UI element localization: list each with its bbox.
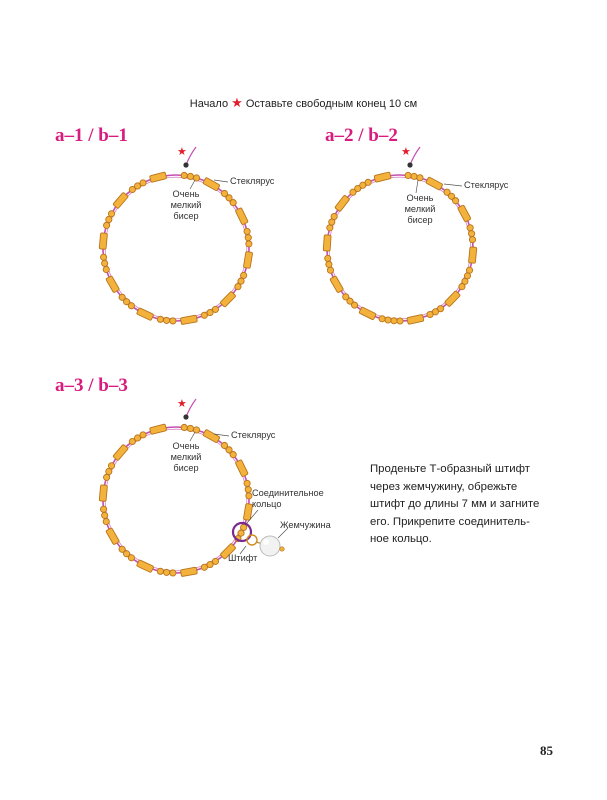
seed-bead	[245, 487, 251, 493]
bugle-bead	[235, 460, 248, 477]
seed-bead	[326, 261, 332, 267]
seed-bead	[327, 225, 333, 231]
instruction-line: через жемчужину, обрежьте	[370, 480, 518, 493]
seed-label-line: бисер	[173, 211, 199, 221]
leader-line	[190, 180, 195, 189]
bugle-label-2: Стеклярус	[464, 180, 509, 190]
instruction-line: его. Прикрепите соединитель-	[370, 515, 530, 528]
seed-bead	[207, 561, 213, 567]
leader-line	[444, 184, 462, 186]
leader-line	[416, 180, 418, 193]
star-icon: ★	[177, 145, 187, 158]
bracelet-diagram-a1b1	[99, 145, 252, 325]
seed-bead	[467, 225, 473, 231]
bugle-label-1: Стеклярус	[230, 176, 275, 186]
leader-line	[214, 180, 228, 182]
seed-bead	[427, 311, 433, 317]
seed-bead	[100, 506, 106, 512]
connector-label-line: кольцо	[252, 499, 282, 509]
wire-tail	[186, 147, 196, 165]
pearl-label: Жемчужина	[280, 520, 331, 530]
seed-bead	[245, 235, 251, 241]
pin-loop	[247, 535, 257, 545]
bugle-bead	[180, 315, 197, 325]
seed-bead	[104, 222, 110, 228]
bugle-label-3: Стеклярус	[231, 430, 276, 440]
bugle-bead	[235, 208, 248, 225]
knot-dot	[183, 414, 188, 419]
seed-bead	[102, 260, 108, 266]
bugle-bead	[444, 291, 460, 307]
leader-line	[190, 432, 195, 441]
seed-bead	[163, 569, 169, 575]
bugle-bead	[220, 291, 236, 307]
seed-bead	[108, 463, 114, 469]
pearl	[260, 536, 280, 556]
seed-bead	[187, 173, 193, 179]
seed-bead	[140, 180, 146, 186]
seed-label-line: мелкий	[404, 204, 436, 214]
pin-head	[280, 547, 284, 551]
seed-bead	[108, 211, 114, 217]
bugle-bead	[150, 172, 167, 183]
seed-bead	[235, 284, 241, 290]
bugle-bead	[113, 192, 129, 209]
seed-bead	[119, 294, 125, 300]
page-number: 85	[540, 743, 553, 758]
seed-bead	[103, 518, 109, 524]
diagram-title-a1b1: a–1 / b–1	[55, 125, 128, 146]
connector-label-line: Соединительное	[252, 488, 324, 498]
pearl-highlight	[263, 539, 269, 545]
seed-bead	[106, 468, 112, 474]
seed-bead	[246, 241, 252, 247]
bugle-bead	[458, 205, 472, 222]
seed-bead	[181, 424, 187, 430]
seed-bead	[244, 228, 250, 234]
seed-label-line: Очень	[172, 189, 200, 199]
seed-label-line: Очень	[406, 193, 434, 203]
bugle-bead	[150, 424, 167, 435]
seed-bead	[230, 452, 236, 458]
seed-bead	[103, 266, 109, 272]
seed-bead	[230, 200, 236, 206]
seed-bead	[193, 175, 199, 181]
instruction-line: штифт до длины 7 мм и загните	[370, 498, 540, 511]
seed-bead	[468, 231, 474, 237]
seed-bead	[469, 237, 475, 243]
seed-bead	[163, 317, 169, 323]
star-icon: ★	[231, 95, 243, 110]
seed-bead	[102, 512, 108, 518]
bugle-bead	[136, 560, 153, 573]
seed-bead	[411, 173, 417, 179]
seed-label-line: мелкий	[170, 452, 202, 462]
seed-label-2	[400, 193, 440, 226]
seed-bead	[181, 172, 187, 178]
diagram-title-a2b2: a–2 / b–2	[325, 125, 398, 146]
seed-bead	[365, 179, 371, 185]
seed-bead	[385, 317, 391, 323]
connector-ring-label	[252, 488, 324, 510]
instructions	[370, 461, 550, 549]
seed-bead	[241, 524, 247, 530]
pin-label: Штифт	[228, 553, 258, 563]
seed-bead	[327, 267, 333, 273]
bugle-bead	[374, 172, 391, 182]
seed-bead	[170, 318, 176, 324]
seed-bead	[417, 175, 423, 181]
seed-bead	[453, 198, 459, 204]
seed-label-line: Очень	[172, 441, 200, 451]
seed-label-1	[166, 189, 206, 222]
seed-bead	[100, 254, 106, 260]
instruction-line: Проденьте Т-образный штифт	[370, 463, 530, 475]
seed-bead	[170, 570, 176, 576]
bugle-bead	[330, 276, 344, 293]
bugle-bead	[243, 251, 252, 268]
seed-label-line: бисер	[407, 215, 433, 225]
bracelet-diagram-a2b2	[323, 145, 477, 324]
seed-bead	[343, 294, 349, 300]
bugle-bead	[323, 235, 331, 251]
bugle-bead	[426, 177, 443, 191]
bugle-bead	[106, 276, 120, 293]
wire-tail	[410, 147, 420, 165]
bugle-bead	[468, 247, 476, 264]
header-start-label: Начало	[189, 98, 229, 110]
knot-dot	[407, 162, 412, 167]
seed-bead	[106, 216, 112, 222]
seed-bead	[325, 255, 331, 261]
instruction-line: ное кольцо.	[370, 533, 432, 546]
seed-bead	[459, 284, 465, 290]
seed-bead	[397, 318, 403, 324]
seed-bead	[104, 474, 110, 480]
bugle-bead	[180, 567, 197, 577]
bugle-bead	[335, 195, 350, 212]
seed-bead	[201, 564, 207, 570]
seed-bead	[140, 432, 146, 438]
seed-label-3	[166, 441, 206, 474]
header-note-text: Оставьте свободным конец 10 см	[245, 98, 418, 110]
seed-bead	[207, 309, 213, 315]
star-icon: ★	[177, 397, 187, 410]
seed-bead	[241, 272, 247, 278]
seed-bead	[201, 312, 207, 318]
diagram-title-a3b3: a–3 / b–3	[55, 375, 128, 396]
bugle-bead	[99, 485, 107, 502]
bugle-bead	[136, 308, 153, 321]
seed-bead	[391, 318, 397, 324]
seed-bead	[157, 316, 163, 322]
bugle-bead	[113, 444, 129, 461]
seed-bead	[157, 568, 163, 574]
seed-bead	[331, 213, 337, 219]
bugle-bead	[106, 528, 120, 545]
seed-bead	[405, 172, 411, 178]
seed-bead	[379, 316, 385, 322]
wire-tail	[186, 399, 196, 417]
bugle-bead	[99, 233, 107, 250]
seed-bead	[244, 480, 250, 486]
bugle-bead	[407, 314, 424, 324]
seed-label-line: бисер	[173, 463, 199, 473]
bugle-bead	[359, 307, 376, 320]
star-icon: ★	[401, 145, 411, 158]
bracelet-diagram-a3b3	[99, 397, 252, 577]
seed-bead	[193, 427, 199, 433]
knot-dot	[183, 162, 188, 167]
seed-label-line: мелкий	[170, 200, 202, 210]
seed-bead	[187, 425, 193, 431]
seed-bead	[119, 546, 125, 552]
